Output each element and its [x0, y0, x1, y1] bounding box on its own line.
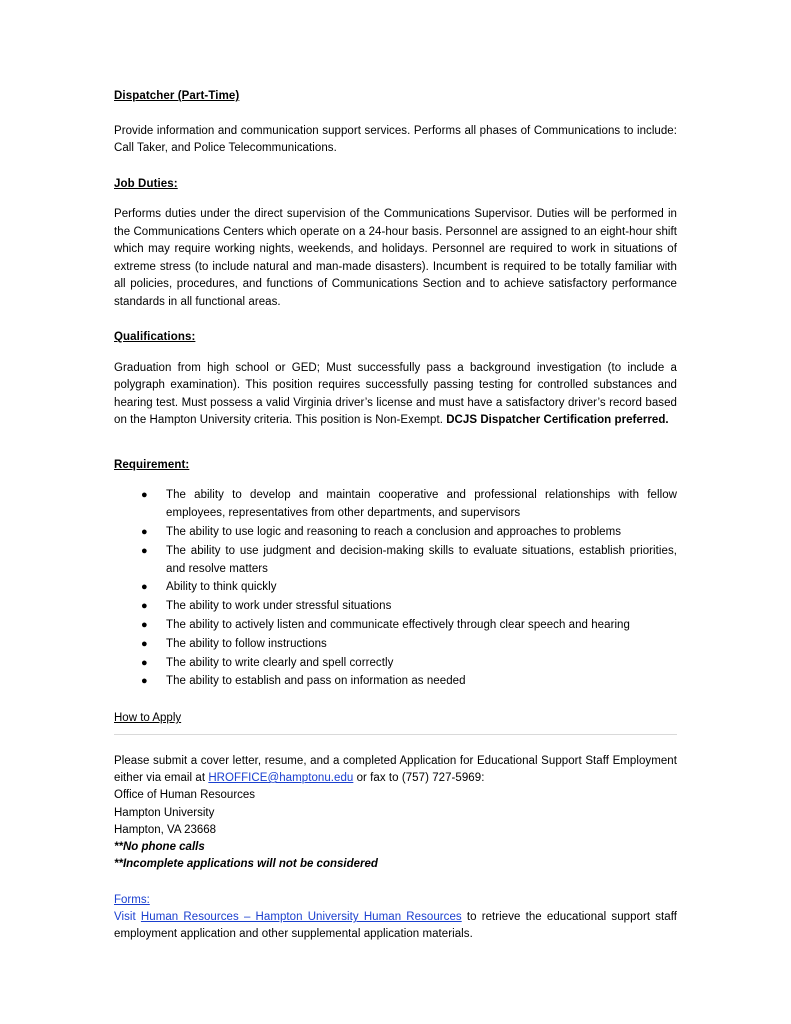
bullet-icon: ●	[141, 489, 148, 502]
requirement-heading: Requirement:	[114, 458, 190, 471]
list-item	[114, 673, 677, 691]
list-item	[114, 636, 677, 654]
qualifications-body-text: Graduation from high school or GED; Must successfully pass a background investigation (to include a polygraph examination). This position requires successfully passing testing for controlled substances and hearing test. Must possess a valid Virginia driver’s license and must have a satisfactory driver’s record based on the Hampton University criteria. This position is Non-Exempt.	[114, 361, 677, 427]
address-line-2: Hampton University	[114, 806, 215, 819]
qualifications-heading: Qualifications:	[114, 331, 196, 344]
qualifications-body-emphasis: DCJS Dispatcher Certification preferred.	[446, 414, 669, 427]
intro-paragraph: Provide information and communication support services. Performs all phases of Communications to include: Call Taker, and Police Telecommunications.	[114, 124, 677, 155]
list-item-label: The ability to use logic and reasoning to reach a conclusion and approaches to problems	[166, 525, 622, 538]
list-item	[114, 598, 677, 616]
address-line-1: Office of Human Resources	[114, 789, 256, 802]
bullet-icon: ●	[141, 581, 148, 594]
list-item-label: The ability to use judgment and decision-making skills to evaluate situations, establish priorities, and resolve matters	[166, 544, 677, 575]
bullet-icon: ●	[141, 600, 148, 613]
how-to-apply-heading: How to Apply	[114, 712, 182, 725]
bullet-icon: ●	[141, 525, 148, 538]
bullet-icon: ●	[141, 656, 148, 669]
list-item-label: The ability to write clearly and spell correctly	[166, 656, 394, 669]
list-item-label: The ability to work under stressful situations	[166, 600, 392, 613]
list-item-label: The ability to establish and pass on information as needed	[166, 675, 466, 688]
spacer	[114, 735, 677, 753]
spacer	[114, 158, 677, 176]
bullet-icon: ●	[141, 675, 148, 688]
spacer	[114, 430, 677, 448]
list-item-label: Ability to think quickly	[166, 581, 277, 594]
list-item-label: The ability to develop and maintain cooperative and professional relationships with fellow employees, representatives from other departments, and supervisors	[166, 489, 677, 520]
page-title: Dispatcher (Part-Time)	[114, 90, 240, 102]
list-item	[114, 524, 677, 542]
job-duties-heading: Job Duties:	[114, 177, 178, 190]
spacer	[114, 346, 677, 360]
address-line-3: Hampton, VA 23668	[114, 823, 217, 836]
document-body	[114, 88, 677, 944]
forms-heading: Forms:	[114, 893, 150, 906]
spacer	[114, 192, 677, 206]
list-item	[114, 487, 677, 523]
email-link[interactable]: HROFFICE@hamptonu.edu	[208, 771, 354, 784]
spacer	[114, 105, 677, 123]
list-item	[114, 543, 677, 579]
bullet-icon: ●	[141, 544, 148, 557]
list-item	[114, 655, 677, 673]
list-item-label: The ability to actively listen and communicate effectively through clear speech and hearing	[166, 619, 630, 631]
requirement-list	[114, 487, 677, 691]
how-to-apply-text-1: Please submit a cover letter, resume, and a completed Application for Educational Support Staff Employment either via email at	[114, 754, 677, 784]
note-incomplete-applications: **Incomplete applications will not be considered	[114, 858, 378, 871]
spacer	[114, 448, 677, 457]
spacer	[114, 874, 677, 892]
how-to-apply-body	[114, 753, 677, 788]
list-item	[114, 617, 677, 635]
spacer	[114, 692, 677, 710]
spacer	[114, 311, 677, 329]
qualifications-body	[114, 360, 677, 430]
forms-after-link: to retrieve the educational support staff employment application and other supplemental application materials.	[114, 910, 678, 941]
bullet-icon: ●	[141, 637, 148, 650]
forms-visit-label: Visit	[114, 910, 141, 923]
bullet-icon: ●	[141, 619, 148, 631]
spacer	[114, 473, 677, 487]
how-to-apply-text-2: or fax to (757) 727-5969:	[353, 771, 485, 784]
note-no-phone-calls: **No phone calls	[114, 841, 205, 854]
list-item	[114, 579, 677, 597]
list-item-label: The ability to follow instructions	[166, 637, 327, 650]
job-duties-body: Performs duties under the direct supervision of the Communications Supervisor. Duties will be performed in the Communications Centers which operate on a 24-hour basis. Personnel are assigned to an eight-hour shift which may require working nights, weekends, and holidays. Personnel are required to work in situations of extreme stress (to include natural and man-made disasters). Incumbent is required to be totally familiar with all policies, procedures, and functions of Communications Section and to achieve satisfactory performance standards in all functional areas.	[114, 208, 677, 308]
forms-body	[114, 909, 677, 944]
hr-resources-link[interactable]: Human Resources – Hampton University Human Resources	[140, 910, 462, 923]
